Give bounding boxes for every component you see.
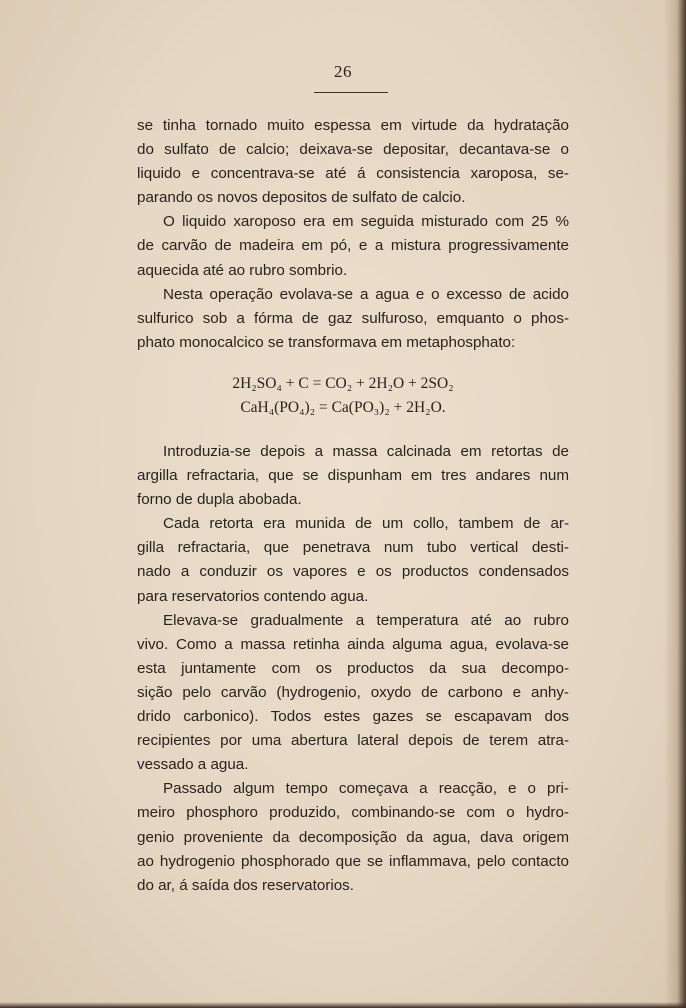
- text-line: do sulfato de calcio; deixava-se depositar, decantava-se o: [137, 141, 569, 159]
- text-line: forno de dupla abobada.: [137, 491, 302, 509]
- text-line: argilla refractaria, que se dispunham em tres andares num: [137, 467, 569, 485]
- text-line: parando os novos depositos de sulfato de calcio.: [137, 189, 466, 207]
- text-line: Elevava-se gradualmente a temperatura até ao rubro: [163, 611, 569, 629]
- paragraph: [137, 210, 569, 282]
- page-number: 26: [334, 62, 352, 81]
- text-line: aquecida até ao rubro sombrio.: [137, 261, 348, 279]
- text-line: Cada retorta era munida de um collo, tambem de ar-: [163, 515, 569, 533]
- text-line: de carvão de madeira em pó, e a mistura progressivamente: [137, 237, 569, 255]
- text-line: Introduzia-se depois a massa calcinada em retortas de: [163, 443, 569, 460]
- body-text-top: [137, 114, 569, 355]
- text-line: phato monocalcico se transformava em metaphosphato:: [137, 333, 516, 351]
- text-line: se tinha tornado muito espessa em virtude da hydratação: [137, 117, 569, 134]
- text-line: gilla refractaria, que penetrava num tubo vertical desti-: [137, 539, 569, 557]
- text-line: drido carbonico). Todos estes gazes se escapavam dos: [137, 708, 569, 726]
- text-line: nado a conduzir os vapores e os productos condensados: [137, 563, 569, 581]
- page-edge-shadow: [664, 0, 686, 1008]
- text-line: vessado a agua.: [137, 756, 249, 774]
- text-line: sição pelo carvão (hydrogenio, oxydo de carbono e anhy-: [137, 683, 569, 701]
- text-line: meiro phosphoro produzido, combinando-se com o hydro-: [137, 804, 569, 822]
- chemical-equations: [0, 372, 686, 420]
- text-line: para reservatorios contendo agua.: [137, 587, 369, 605]
- paragraph: [137, 114, 569, 210]
- paragraph: [137, 283, 569, 355]
- header-rule: [314, 92, 388, 93]
- paragraph: [137, 609, 569, 778]
- body-text-bottom: [137, 440, 569, 898]
- text-line: Nesta operação evolava-se a agua e o excesso de acido: [163, 285, 569, 303]
- text-line: sulfurico sob a fórma de gaz sulfuroso, emquanto o phos-: [137, 309, 569, 327]
- text-line: recipientes por uma abertura lateral depois de terem atra-: [137, 732, 569, 750]
- text-line: O liquido xaroposo era em seguida misturado com 25 %: [163, 213, 569, 231]
- text-line: vivo. Como a massa retinha ainda alguma agua, evolava-se: [137, 635, 569, 653]
- equation-2: CaH₄(PO₄)₂ = Ca(PO₃)₂ + 2H₂O.: [240, 399, 446, 416]
- paragraph: [137, 512, 569, 608]
- paragraph: [137, 777, 569, 897]
- text-line: ao hydrogenio phosphorado que se inflammava, pelo contacto: [137, 852, 569, 870]
- text-line: Passado algum tempo começava a reacção, e o pri-: [163, 780, 569, 798]
- text-line: esta juntamente com os productos da sua decompo-: [137, 659, 569, 677]
- text-line: liquido e concentrava-se até á consistencia xaroposa, se-: [137, 165, 569, 183]
- page-bottom-edge: [0, 1002, 686, 1008]
- text-line: genio proveniente da decomposição da agua, dava origem: [137, 828, 569, 846]
- equation-1: 2H₂SO₄ + C = CO₂ + 2H₂O + 2SO₂: [232, 375, 454, 392]
- paragraph: [137, 440, 569, 512]
- text-line: do ar, á saída dos reservatorios.: [137, 876, 354, 894]
